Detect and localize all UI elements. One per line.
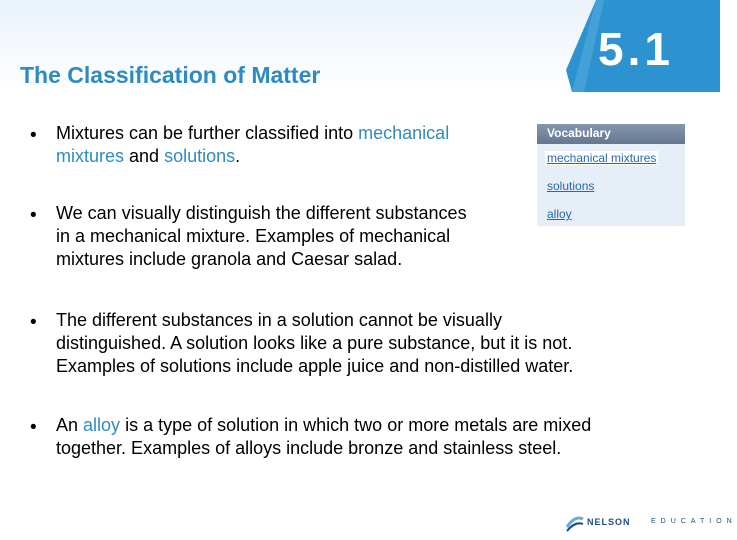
bullet-3-line-2: distinguished. A solution looks like a pure substance, but it is not. (56, 333, 573, 353)
bullet-3-text (56, 309, 573, 378)
bullet-2-line-1: We can visually distinguish the different substances (56, 203, 467, 223)
bullet-4-text-b: is a type of solution in which two or more metals are mixed (120, 415, 592, 435)
vocab-link-mechanical-mixtures[interactable]: mechanical mixtures (547, 151, 657, 165)
keyword-alloy: alloy (83, 415, 121, 435)
keyword-mixtures: mixtures (56, 146, 125, 166)
bullet-2-line-3: mixtures include granola and Caesar salad. (56, 249, 403, 269)
bullet-1-line-1 (56, 122, 449, 145)
bullet-3-line-3: Examples of solutions include apple juice and non-distilled water. (56, 356, 574, 376)
bullet-1-line-2 (56, 145, 449, 168)
bullet-2-text (56, 202, 467, 271)
bullet-1-text-c: . (235, 146, 241, 166)
keyword-mechanical: mechanical (358, 123, 450, 143)
section-number: 5.1 (598, 23, 674, 75)
bullet-1-text-b: and (124, 146, 165, 166)
vocabulary-title: Vocabulary (547, 126, 611, 140)
bullet-3-line-1: The different substances in a solution cannot be visually (56, 310, 502, 330)
keyword-solutions: solutions (164, 146, 236, 166)
logo-education-text: EDUCATION (651, 518, 737, 525)
nelson-education-logo (565, 512, 737, 534)
slide-title: The Classification of Matter (20, 62, 321, 88)
bullet-4-line-2: together. Examples of alloys include bronze and stainless steel. (56, 438, 562, 458)
bullet-4-line-1 (56, 414, 591, 437)
bullet-marker: • (30, 417, 37, 438)
bullet-1-text (56, 122, 449, 168)
logo-nelson-text: NELSON (587, 517, 631, 527)
bullet-marker: • (30, 125, 37, 146)
bullet-4-text-a: An (56, 415, 84, 435)
bullet-2-line-2: in a mechanical mixture. Examples of mechanical (56, 226, 451, 246)
bullet-4-text (56, 414, 591, 460)
bullet-marker: • (30, 205, 37, 226)
nelson-logo-icon (565, 513, 585, 533)
bullet-1-text-a: Mixtures can be further classified into (56, 123, 359, 143)
bullet-marker: • (30, 312, 37, 333)
vocab-link-solutions[interactable]: solutions (547, 179, 595, 193)
vocab-link-alloy[interactable]: alloy (547, 207, 572, 221)
